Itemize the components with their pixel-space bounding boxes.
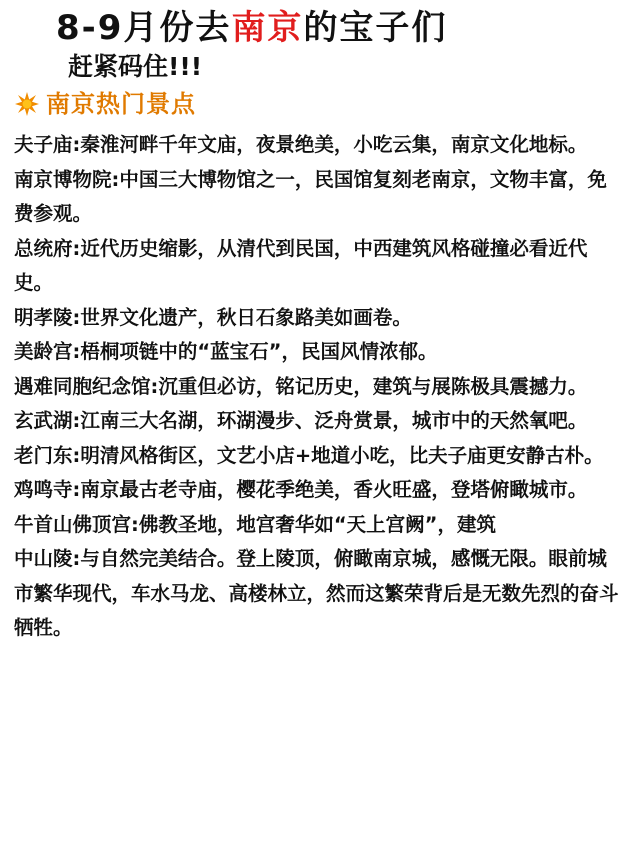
attraction-name: 鸡鸣寺: [14, 478, 81, 501]
attraction-desc: 世界文化遗产，秋日石象路美如画卷。 [80, 305, 412, 329]
attraction-desc: 中国三大博物馆之一，民国馆复刻老南京，文物丰富，免费参观。 [14, 167, 607, 225]
attraction-list [14, 128, 624, 646]
attraction-name: 夫子庙: [14, 133, 81, 156]
attraction-desc: 佛教圣地，地宫奢华如“天上宫阙”，建筑 [138, 512, 496, 536]
page-subtitle: 赶紧码住!!! [68, 52, 203, 81]
attraction-name: 南京博物院: [14, 167, 120, 191]
attraction-desc: 与自然完美结合。登上陵顶，俯瞰南京城，感慨无限。眼前城市繁华现代，车水马龙、高楼林立，然而这繁荣背后是无数先烈的奋斗牺牲。 [14, 547, 619, 639]
attraction-desc: 沉重但必访，铭记历史，建筑与展陈极具震撼力。 [158, 374, 588, 398]
list-item [14, 301, 624, 336]
attraction-name: 玄武湖: [14, 409, 81, 432]
title-accent-city: 南京 [231, 8, 304, 48]
list-item [14, 542, 624, 646]
section-heading [14, 88, 196, 120]
attraction-desc: 梧桐项链中的“蓝宝石”，民国风情浓郁。 [80, 340, 438, 363]
page-title [56, 6, 447, 50]
title-prefix: 8-9月份去 [56, 8, 232, 48]
attraction-desc: 秦淮河畔千年文庙，夜景绝美，小吃云集，南京文化地标。 [80, 133, 588, 156]
attraction-name: 中山陵: [14, 547, 81, 570]
attraction-name: 老门东: [14, 443, 81, 467]
list-item [14, 232, 624, 301]
list-item [14, 163, 624, 232]
attraction-name: 遇难同胞纪念馆: [14, 374, 159, 398]
list-item [14, 473, 624, 508]
section-title: 南京热门景点 [46, 90, 196, 118]
attraction-name: 总统府: [14, 236, 81, 260]
list-item [14, 508, 624, 543]
attraction-desc: 明清风格街区，文艺小店+地道小吃，比夫子庙更安静古朴。 [80, 443, 604, 467]
attraction-name: 明孝陵: [14, 305, 81, 329]
list-item [14, 128, 624, 163]
list-item [14, 370, 624, 405]
attraction-desc: 江南三大名湖，环湖漫步、泛舟赏景，城市中的天然氧吧。 [80, 409, 588, 432]
attraction-name: 美龄宫: [14, 340, 81, 363]
attraction-desc: 南京最古老寺庙，樱花季绝美，香火旺盛，登塔俯瞰城市。 [80, 478, 588, 501]
title-suffix: 的宝子们 [303, 8, 448, 48]
attraction-desc: 近代历史缩影，从清代到民国，中西建筑风格碰撞必看近代史。 [14, 236, 588, 294]
burst-icon [14, 91, 40, 117]
list-item [14, 335, 624, 370]
attraction-name: 牛首山佛顶宫: [14, 512, 139, 536]
list-item [14, 404, 624, 439]
list-item [14, 439, 624, 474]
